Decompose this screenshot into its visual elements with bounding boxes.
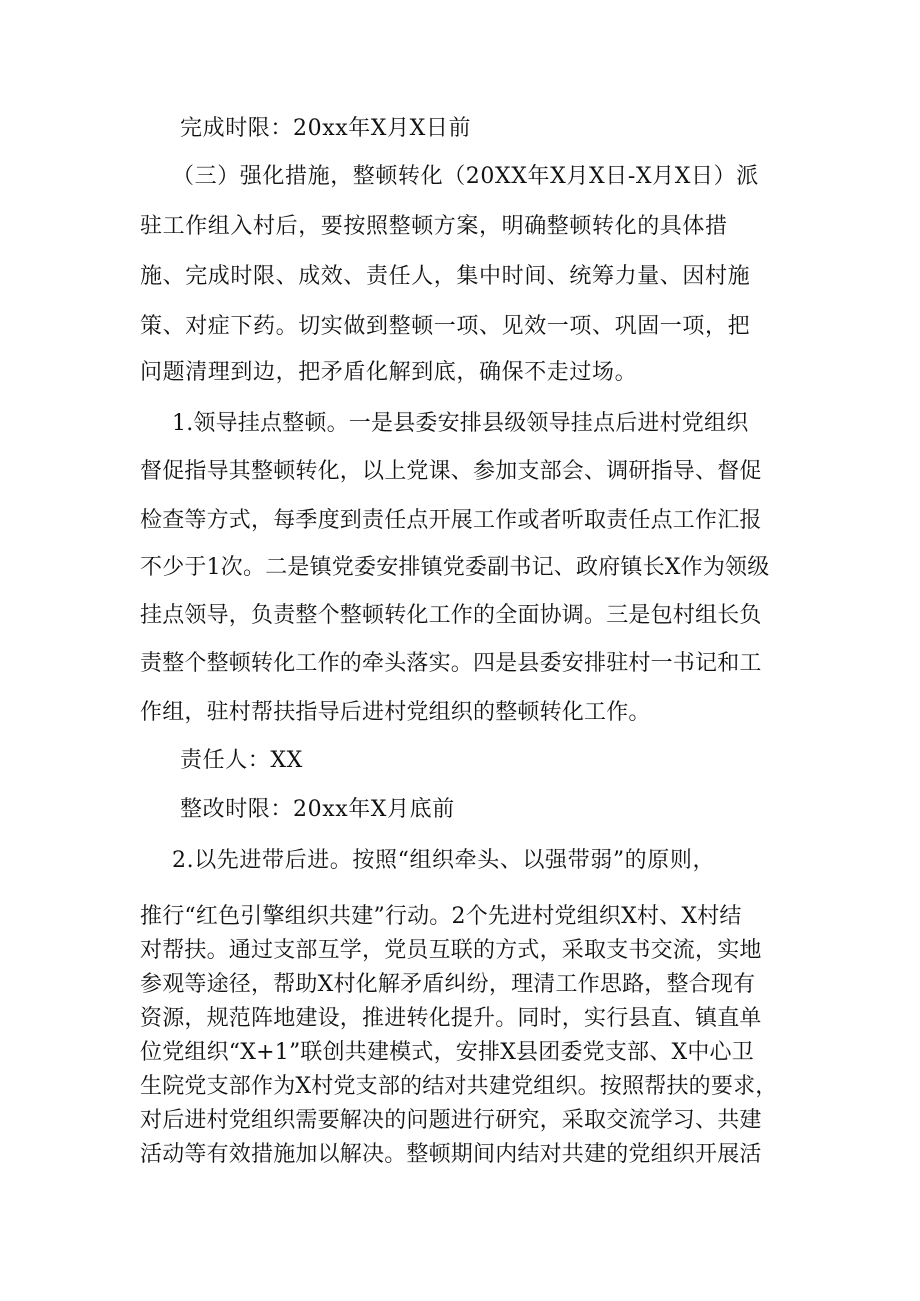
paragraph-line: 督促指导其整顿转化，以上党课、参加支部会、调研指导、督促 [140,459,762,484]
paragraph-line: 策、对症下药。切实做到整顿一项、见效一项、巩固一项，把 [140,314,751,339]
paragraph-line: 施、完成时限、成效、责任人，集中时间、统筹力量、因村施 [140,264,751,289]
paragraph-line: 资源，规范阵地建设，推进转化提升。同时，实行县直、镇直单 [140,1006,762,1031]
paragraph-line: 挂点领导，负责整个整顿转化工作的全面协调。三是包村组长负 [140,603,762,628]
paragraph-line: 对帮扶。通过支部互学，党员互联的方式，采取支书交流，实地 [140,938,762,963]
item-two-heading: 2.以先进带后进。按照“组织牵头、以强带弱”的原则， [172,848,716,873]
paragraph-line: 位党组织“X+1”联创共建模式，安排X县团委党支部、X中心卫 [140,1040,754,1065]
paragraph-line: 问题清理到边，把矛盾化解到底，确保不走过场。 [140,360,638,385]
paragraph-line: 参观等途径，帮助X村化解矛盾纠纷，理清工作思路，整合现有 [140,972,756,997]
rectification-deadline-line: 整改时限：20xx年X月底前 [180,797,455,822]
section-three-heading: （三）强化措施，整顿转化（20XX年X月X日-X月X日）派 [172,164,759,189]
paragraph-line: 责整个整顿转化工作的牵头落实。四是县委安排驻村一书记和工 [140,651,762,676]
paragraph-line: 推行“红色引擎组织共建”行动。2个先进村党组织X村、X村结 [140,904,742,929]
paragraph-line: 生院党支部作为X村党支部的结对共建党组织。按照帮扶的要求， [140,1074,778,1099]
item-one-heading: 1.领导挂点整顿。一是县委安排县级领导挂点后进村党组织 [172,411,749,436]
deadline-line: 完成时限：20xx年X月X日前 [180,116,472,141]
responsible-person-line: 责任人：XX [180,748,303,773]
paragraph-line: 作组，驻村帮扶指导后进村党组织的整顿转化工作。 [140,700,651,725]
paragraph-line: 驻工作组入村后，要按照整顿方案，明确整顿转化的具体措 [140,214,728,239]
paragraph-line: 检查等方式，每季度到责任点开展工作或者听取责任点工作汇报 [140,508,762,533]
paragraph-line: 对后进村党组织需要解决的问题进行研究，采取交流学习、共建 [140,1108,762,1133]
paragraph-line: 活动等有效措施加以解决。整顿期间内结对共建的党组织开展活 [140,1142,762,1167]
paragraph-line: 不少于1次。二是镇党委安排镇党委副书记、政府镇长X作为领级 [140,555,770,580]
